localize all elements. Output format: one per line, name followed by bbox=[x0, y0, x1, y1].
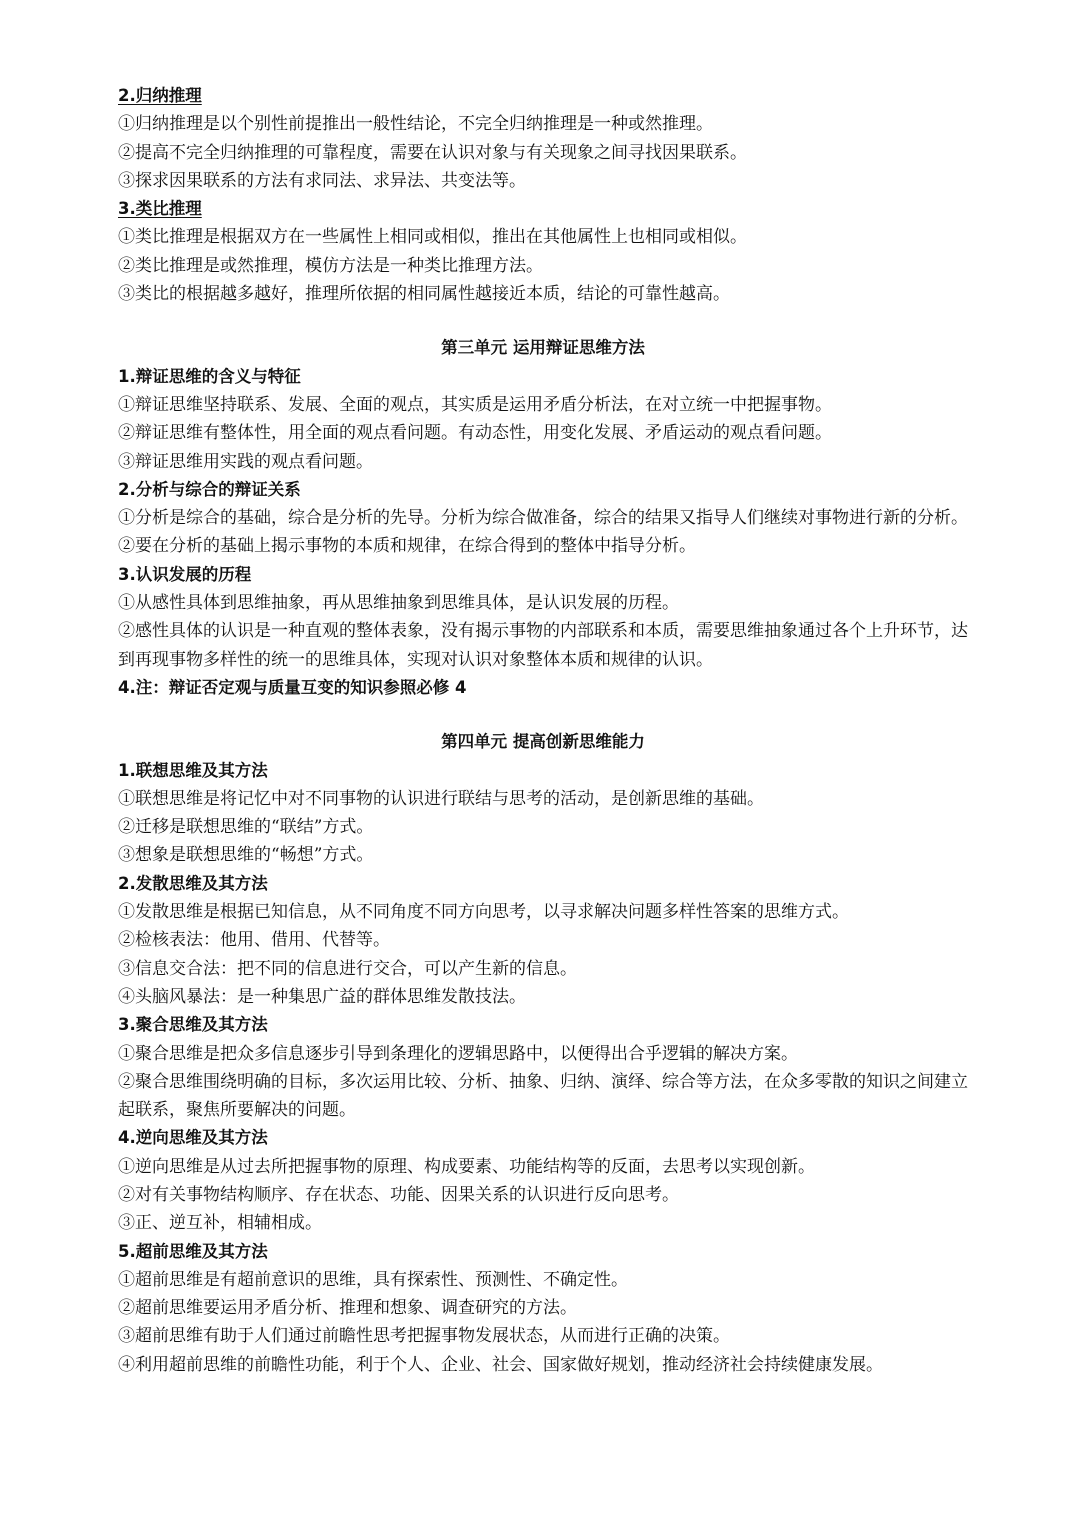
section-heading-advanced-thinking: 5.超前思维及其方法 bbox=[118, 1241, 268, 1261]
list-item: ③超前思维有助于人们通过前瞻性思考把握事物发展状态，从而进行正确的决策。 bbox=[118, 1326, 730, 1347]
list-item: ①发散思维是根据已知信息，从不同角度不同方向思考，以寻求解决问题多样性答案的思维方式。 bbox=[118, 902, 849, 923]
list-item: ①类比推理是根据双方在一些属性上相同或相似，推出在其他属性上也相同或相似。 bbox=[118, 227, 747, 248]
section-heading-induction: 2.归纳推理 bbox=[118, 86, 202, 105]
section-heading-analogy: 3.类比推理 bbox=[118, 199, 202, 219]
list-item: ②感性具体的认识是一种直观的整体表象，没有揭示事物的内部联系和本质，需要思维抽象通过各个上升环节，达到再现事物多样性的统一的思维具体，实现对认识对象整体本质和规律的认识。 bbox=[118, 621, 968, 670]
list-item: ①归纳推理是以个别性前提推出一般性结论，不完全归纳推理是一种或然推理。 bbox=[118, 114, 713, 135]
list-item: ①超前思维是有超前意识的思维，具有探索性、预测性、不确定性。 bbox=[118, 1269, 628, 1290]
list-item: ②类比推理是或然推理，模仿方法是一种类比推理方法。 bbox=[118, 255, 543, 276]
list-item: ②对有关事物结构顺序、存在状态、功能、因果关系的认识进行反向思考。 bbox=[118, 1184, 679, 1205]
section-heading-reverse-thinking: 4.逆向思维及其方法 bbox=[118, 1128, 268, 1148]
section-heading-note: 4.注：辩证否定观与质量互变的知识参照必修 4 bbox=[118, 677, 467, 697]
section-heading-divergent-thinking: 2.发散思维及其方法 bbox=[118, 873, 268, 893]
list-item: ②提高不完全归纳推理的可靠程度，需要在认识对象与有关现象之间寻找因果联系。 bbox=[118, 142, 747, 163]
list-item: ①分析是综合的基础，综合是分析的先导。分析为综合做准备，综合的结果又指导人们继续对事物进行新的分析。 bbox=[118, 508, 968, 529]
list-item: ③信息交合法：把不同的信息进行交合，可以产生新的信息。 bbox=[118, 958, 577, 979]
list-item: ②辩证思维有整体性，用全面的观点看问题。有动态性，用变化发展、矛盾运动的观点看问题。 bbox=[118, 423, 832, 444]
list-item: ②检核表法：他用、借用、代替等。 bbox=[118, 930, 390, 951]
unit-title-4: 第四单元 提高创新思维能力 bbox=[441, 732, 645, 752]
section-heading-analysis-synthesis: 2.分析与综合的辩证关系 bbox=[118, 479, 301, 499]
document-page bbox=[118, 82, 968, 1379]
section-heading-associative-thinking: 1.联想思维及其方法 bbox=[118, 760, 268, 780]
list-item: ①辩证思维坚持联系、发展、全面的观点，其实质是运用矛盾分析法，在对立统一中把握事物。 bbox=[118, 394, 832, 415]
list-item: ②迁移是联想思维的“联结”方式。 bbox=[118, 817, 374, 838]
list-item: ②超前思维要运用矛盾分析、推理和想象、调查研究的方法。 bbox=[118, 1298, 577, 1319]
section-heading-cognition-process: 3.认识发展的历程 bbox=[118, 564, 252, 584]
section-heading-dialectical-thinking: 1.辩证思维的含义与特征 bbox=[118, 366, 301, 386]
list-item: ①从感性具体到思维抽象，再从思维抽象到思维具体，是认识发展的历程。 bbox=[118, 593, 679, 614]
unit-title-3: 第三单元 运用辩证思维方法 bbox=[441, 338, 645, 358]
list-item: ①逆向思维是从过去所把握事物的原理、构成要素、功能结构等的反面，去思考以实现创新。 bbox=[118, 1156, 815, 1177]
list-item: ③探求因果联系的方法有求同法、求异法、共变法等。 bbox=[118, 170, 526, 191]
list-item: ②聚合思维围绕明确的目标，多次运用比较、分析、抽象、归纳、演绎、综合等方法，在众多零散的知识之间建立起联系，聚焦所要解决的问题。 bbox=[118, 1071, 968, 1121]
list-item: ③类比的根据越多越好，推理所依据的相同属性越接近本质，结论的可靠性越高。 bbox=[118, 284, 730, 305]
section-heading-convergent-thinking: 3.聚合思维及其方法 bbox=[118, 1015, 268, 1035]
list-item: ③辩证思维用实践的观点看问题。 bbox=[118, 451, 373, 472]
list-item: ④头脑风暴法：是一种集思广益的群体思维发散技法。 bbox=[118, 986, 526, 1007]
list-item: ①联想思维是将记忆中对不同事物的认识进行联结与思考的活动，是创新思维的基础。 bbox=[118, 788, 764, 809]
list-item: ③正、逆互补，相辅相成。 bbox=[118, 1213, 322, 1234]
list-item: ③想象是联想思维的“畅想”方式。 bbox=[118, 845, 374, 866]
list-item: ④利用超前思维的前瞻性功能，利于个人、企业、社会、国家做好规划，推动经济社会持续健康发展。 bbox=[118, 1354, 883, 1375]
list-item: ①聚合思维是把众多信息逐步引导到条理化的逻辑思路中，以便得出合乎逻辑的解决方案。 bbox=[118, 1043, 798, 1064]
list-item: ②要在分析的基础上揭示事物的本质和规律，在综合得到的整体中指导分析。 bbox=[118, 536, 696, 557]
